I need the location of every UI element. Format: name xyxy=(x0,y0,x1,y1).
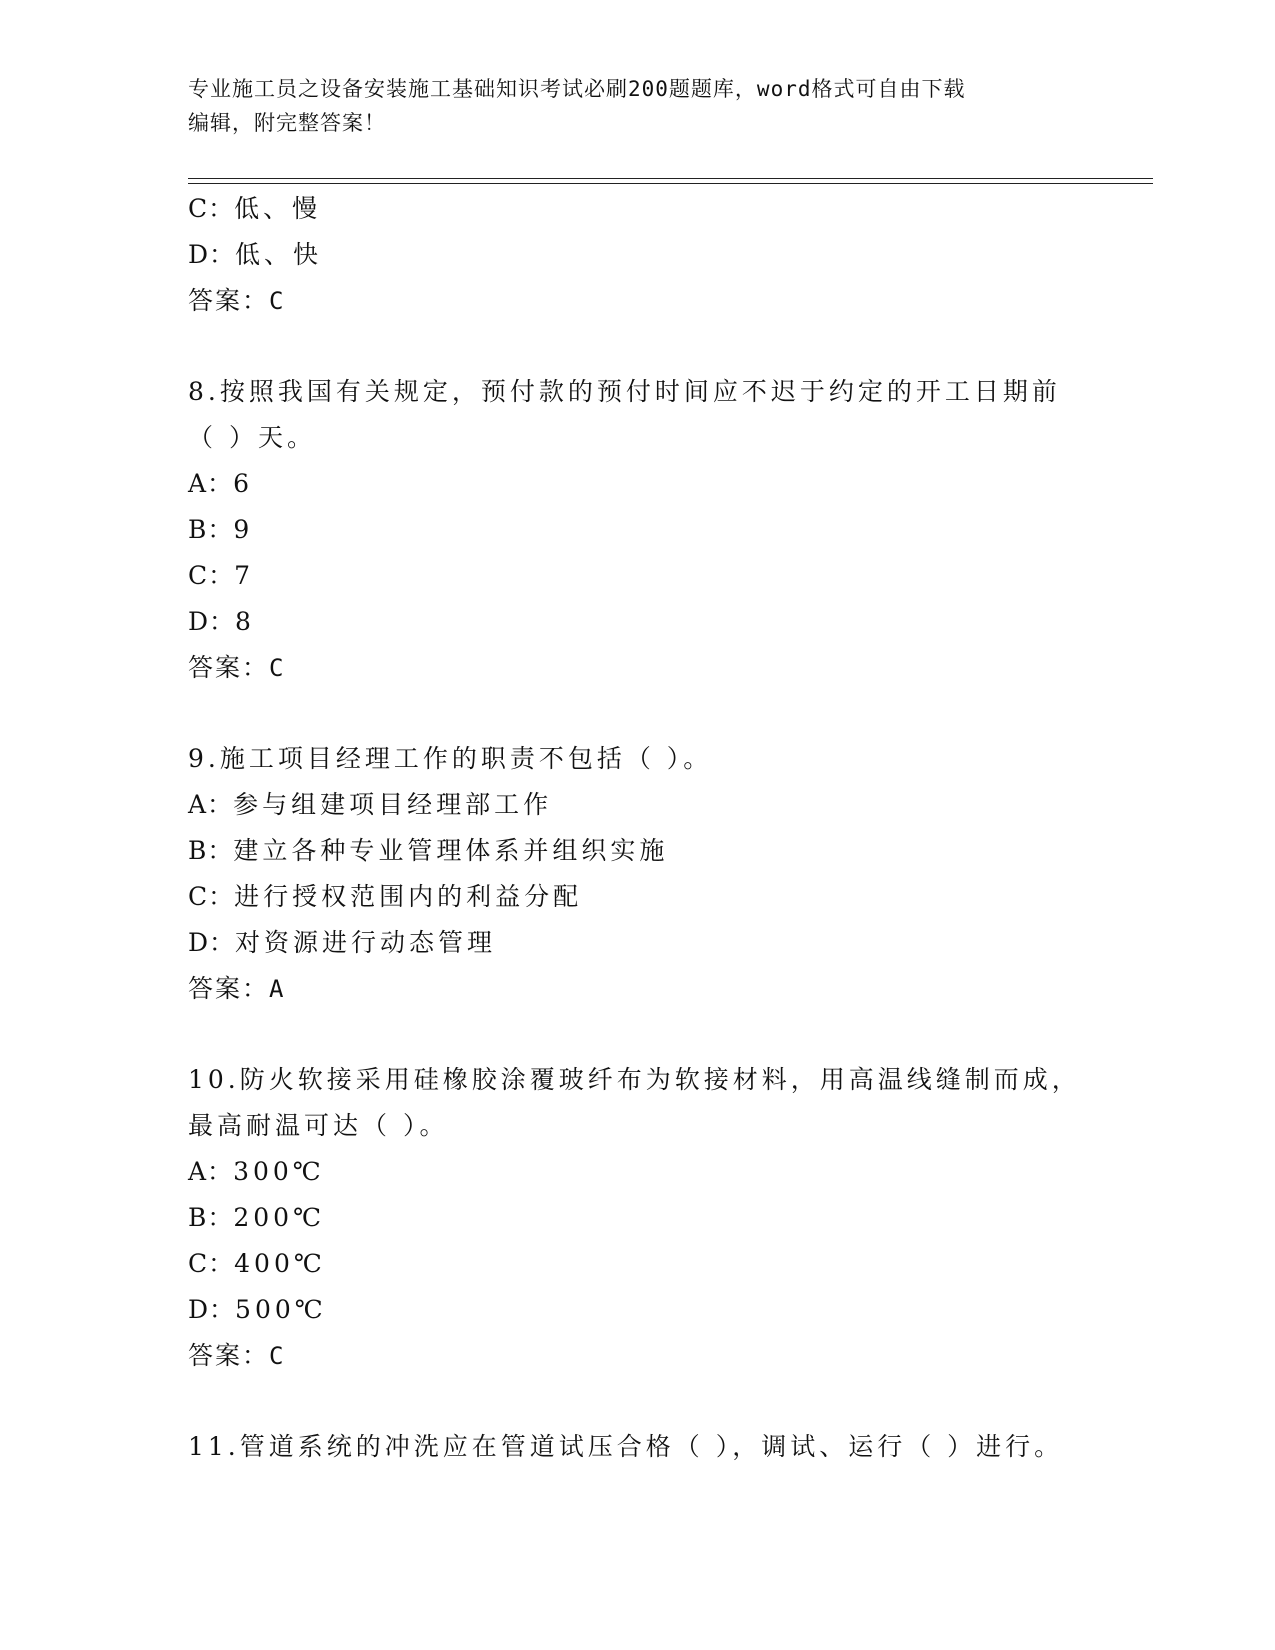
option-c xyxy=(188,1241,1088,1287)
answer-value: C xyxy=(269,1342,286,1370)
option-d xyxy=(188,232,1088,278)
option-text: 400℃ xyxy=(234,1249,326,1278)
option-key: A： xyxy=(188,790,234,819)
question-block-9 xyxy=(188,736,1088,1012)
document-header xyxy=(188,72,1078,140)
option-key: D： xyxy=(188,1295,236,1324)
answer-label: 答案： xyxy=(188,286,270,315)
answer-line xyxy=(188,966,1088,1012)
question-list xyxy=(188,186,1088,1470)
option-text: 进行授权范围内的利益分配 xyxy=(234,882,583,911)
option-key: C： xyxy=(188,561,235,590)
option-text: 参与组建项目经理部工作 xyxy=(233,790,553,819)
header-title-line-1: 专业施工员之设备安装施工基础知识考试必刷200题题库，word格式可自由下载 xyxy=(188,77,966,101)
answer-line xyxy=(188,278,1088,324)
question-stem-continued: （ ）天。 xyxy=(188,423,316,452)
option-d xyxy=(188,920,1088,966)
header-divider-top xyxy=(188,178,1153,179)
question-stem: 8.按照我国有关规定，预付款的预付时间应不迟于约定的开工日期前 xyxy=(188,377,1061,406)
option-text: 低、慢 xyxy=(234,194,322,223)
option-key: C： xyxy=(188,882,235,911)
answer-label: 答案： xyxy=(188,1341,270,1370)
option-a xyxy=(188,1149,1088,1195)
option-a xyxy=(188,461,1088,507)
answer-line xyxy=(188,1333,1088,1379)
option-key: A： xyxy=(188,1157,234,1186)
question-stem: 11.管道系统的冲洗应在管道试压合格（ ），调试、运行（ ）进行。 xyxy=(188,1432,1064,1461)
header-title-line-2: 编辑，附完整答案！ xyxy=(188,111,386,135)
option-text: 8 xyxy=(235,607,255,636)
option-text: 对资源进行动态管理 xyxy=(235,928,497,957)
option-key: A： xyxy=(188,469,234,498)
answer-label: 答案： xyxy=(188,974,270,1003)
option-d xyxy=(188,599,1088,645)
question-block-8 xyxy=(188,369,1088,691)
answer-value: A xyxy=(269,975,286,1003)
option-key: D： xyxy=(188,240,236,269)
option-b xyxy=(188,1195,1088,1241)
option-text: 7 xyxy=(234,561,255,590)
option-key: B： xyxy=(188,836,234,865)
option-c xyxy=(188,874,1088,920)
answer-value: C xyxy=(269,287,286,315)
option-text: 300℃ xyxy=(233,1157,325,1186)
option-key: D： xyxy=(188,607,236,636)
option-text: 建立各种专业管理体系并组织实施 xyxy=(233,836,669,865)
option-key: C： xyxy=(188,1249,235,1278)
question-stem: 9.施工项目经理工作的职责不包括（ ）。 xyxy=(188,744,713,773)
option-key: B： xyxy=(188,515,234,544)
option-c xyxy=(188,553,1088,599)
option-c xyxy=(188,186,1088,232)
option-a xyxy=(188,782,1088,828)
option-b xyxy=(188,507,1088,553)
option-text: 低、快 xyxy=(235,240,323,269)
option-key: B： xyxy=(188,1203,234,1232)
option-text: 9 xyxy=(233,515,254,544)
question-block-10 xyxy=(188,1057,1088,1379)
answer-label: 答案： xyxy=(188,653,270,682)
question-stem-continued: 最高耐温可达（ ）。 xyxy=(188,1111,449,1140)
option-text: 6 xyxy=(233,469,253,498)
header-divider-bottom xyxy=(188,183,1153,184)
option-key: C： xyxy=(188,194,235,223)
option-key: D： xyxy=(188,928,236,957)
answer-value: C xyxy=(269,654,286,682)
question-stem: 10.防火软接采用硅橡胶涂覆玻纤布为软接材料，用高温线缝制而成， xyxy=(188,1065,1081,1094)
option-d xyxy=(188,1287,1088,1333)
answer-line xyxy=(188,645,1088,691)
question-block-7 xyxy=(188,186,1088,324)
option-b xyxy=(188,828,1088,874)
option-text: 500℃ xyxy=(235,1295,327,1324)
option-text: 200℃ xyxy=(233,1203,326,1232)
question-block-11 xyxy=(188,1424,1088,1470)
